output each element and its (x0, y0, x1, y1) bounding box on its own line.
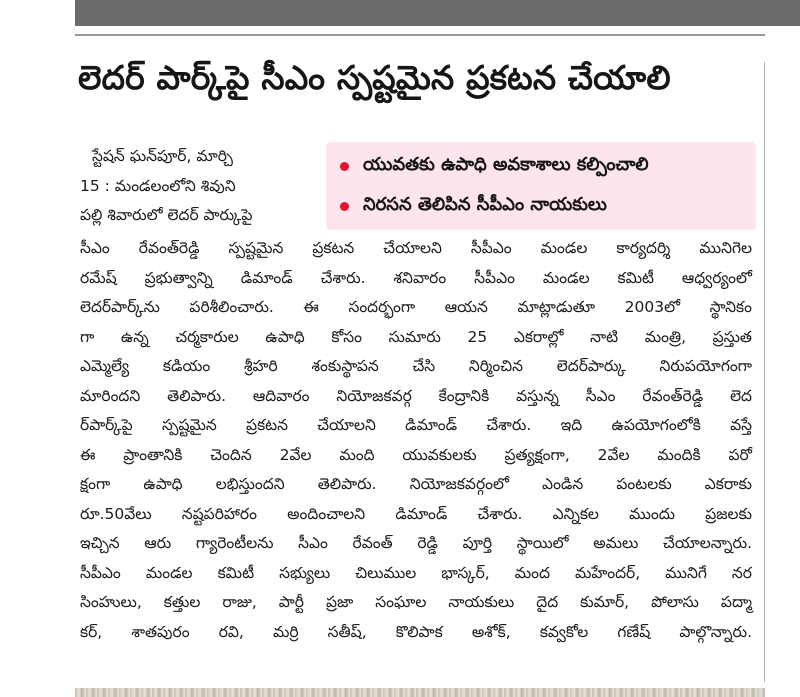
article-line: సీఎం రేవంత్‌రెడ్డి స్పష్టమైన ప్రకటన చేయాలని సీపీఎం మండల కార్యదర్శి మునిగెల (80, 239, 752, 257)
article-line: ర్‌పార్క్‌పై స్పష్టమైన ప్రకటన చేయాలని డిమాండ్ చేశారు. ఇది ఉపయోగంలోకి వస్తే (80, 416, 752, 434)
article-line: రూ.50వేలు నష్టపరిహారం అందించాలని డిమాండ్ చేశారు. ఎన్నికల ముందు ప్రజలకు (80, 504, 752, 523)
article-headline: లెదర్ పార్క్‌పై సీఎం స్పష్టమైన ప్రకటన చేయాలి (78, 58, 671, 97)
article-line: లెదర్‌పార్క్‌ను పరిశీలించారు. ఈ సందర్భంగా ఆయన మాట్లాడుతూ 2003లో స్థానికం (80, 298, 752, 316)
article-line: 15 : మండలంలోని శివుని (80, 177, 236, 195)
article-line: క్షంగా ఉపాధి లభిస్తుందని తెలిపారు. నియోజకవర్గంలో ఎండిన పంటలకు ఎకరాకు (80, 475, 752, 493)
column-divider (764, 62, 765, 682)
article-line: సీపీఎం మండల కమిటీ సభ్యులు చిలుముల భాస్కర్, మంద మహేందర్, మునిగే నర (80, 563, 752, 582)
article-line: మారిందని తెలిపారు. ఆదివారం నియోజకవర్గ కేంద్రానికి వస్తున్న సీఎం రేవంత్‌రెడ్డి లెద (80, 386, 752, 405)
highlight-text: నిరసన తెలిపిన సీపీఎం నాయకులు (363, 193, 607, 215)
article-line: పల్లి శివారులో లెదర్ పార్కుపై (80, 206, 253, 224)
article-line: ఇచ్చిన ఆరు గ్యారెంటీలను సీఎం రేవంత్ రెడ్డి పూర్తి స్థాయిలో అమలు చేయాలన్నారు. (80, 534, 752, 552)
article-line: ఎమ్మెల్యే కడియం శ్రీహరి శంకుస్థాపన చేసి నిర్మించిన లెదర్‌పార్కు నిరుపయోగంగా (80, 357, 752, 375)
article-dateline: స్టేషన్ ఘన్‌పూర్, మార్చి (92, 147, 233, 165)
highlight-item (326, 147, 649, 185)
bottom-edge-strip (75, 688, 765, 697)
highlights-box (326, 142, 756, 230)
article-body (80, 234, 752, 647)
highlight-text: యువతకు ఉపాధి అవకాశాలు కల్పించాలి (363, 153, 649, 175)
highlight-item (326, 187, 607, 225)
bullet-icon (340, 202, 349, 211)
article-line: సింహులు, కత్తుల రాజు, పార్టీ ప్రజా సంఘాల నాయకులు దైద కుమార్, పోలాసు పద్మా (80, 593, 752, 611)
article-line: గా ఉన్న చర్మకారుల ఉపాధి కోసం సుమారు 25 ఎకరాల్లో నాటి మంత్రి, ప్రస్తుత (80, 327, 752, 346)
bullet-icon (340, 162, 349, 171)
top-divider (75, 34, 765, 36)
article-line: రమేష్ ప్రభుత్వాన్ని డిమాండ్ చేశారు. శనివారం సీపీఎం మండల కమిటీ ఆధ్వర్యంలో (80, 268, 752, 287)
article-line: కర్, శాతపురం రవి, మర్రి సతీష్, కొలిపాక అశోక్, కవ్వకోల గణేష్ పాల్గొన్నారు. (80, 622, 752, 641)
top-header-band (75, 0, 800, 26)
article-line: ఈ ప్రాంతానికి చెందిన 2వేల మంది యువకులకు ప్రత్యక్షంగా, 2వేల మందికి పరో (80, 445, 752, 464)
